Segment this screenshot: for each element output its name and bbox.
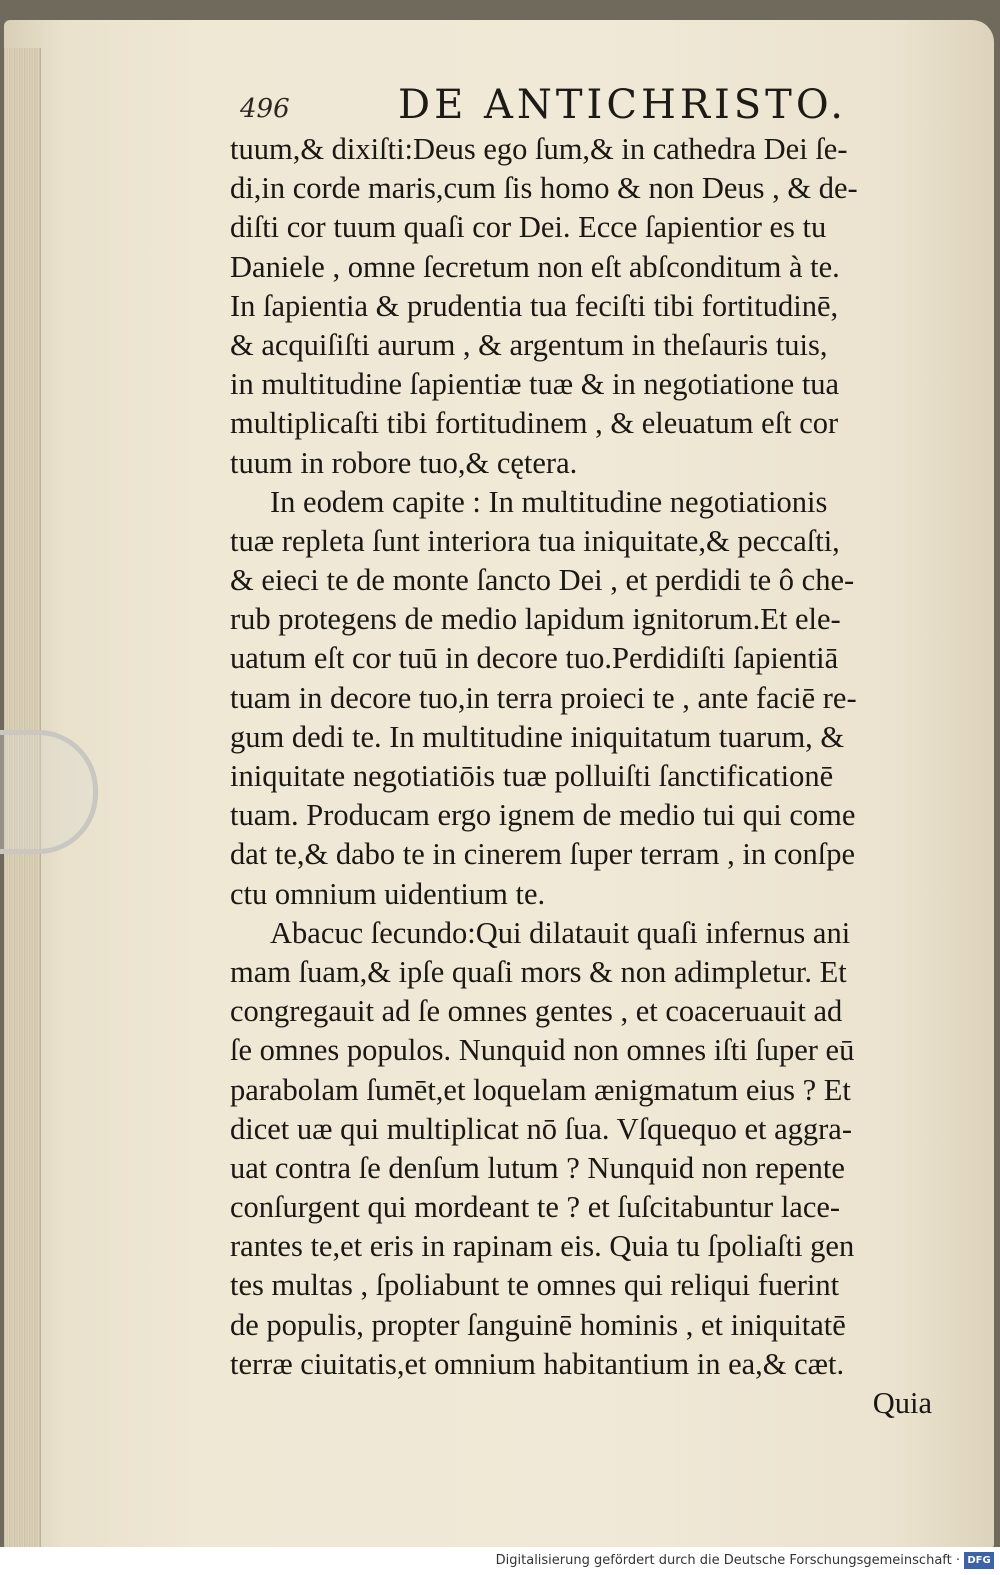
text-line: mam ſuam,& ipſe quaſi mors & non adimpletur. Et [230,954,847,989]
text-line: tuam. Producam ergo ignem de medio tui qui come [230,798,856,833]
text-line: In ſapientia & prudentia tua feciſti tibi fortitudinē, [230,288,839,323]
text-line: ctu omnium uidentium te. [230,876,546,911]
text-line: rantes te,et eris in rapinam eis. Quia tu ſpoliaſti gen [230,1229,855,1264]
text-line: iniquitate negotiatiōis tuæ polluiſti ſanctificationē [230,759,834,793]
text-line: ſe omnes populos. Nunquid non omnes iſti ſuper eū [230,1033,855,1068]
funding-notice: Digitalisierung gefördert durch die Deutsche Forschungsgemeinschaft · [495,1553,960,1568]
text-line: terræ ciuitatis,et omnium habitantium in ea,& cæt. [230,1346,845,1381]
text-line: tes multas , ſpoliabunt te omnes qui reliqui fuerint [230,1268,840,1303]
text-line: de populis, propter ſanguinē hominis , et iniquitatē [230,1307,846,1342]
page-header [228,82,948,132]
text-line: congregauit ad ſe omnes gentes , et coaceruauit ad [230,994,843,1029]
text-line: conſurgent qui mordeant te ? et ſuſcitabuntur lace- [230,1190,841,1225]
text-line: uatum eſt cor tuū in decore tuo.Perdidiſti ſapientiā [230,641,839,676]
text-line: multiplicaſti tibi fortitudinem , & eleuatum eſt cor [230,406,839,441]
text-line: tuæ repleta ſunt interiora tua iniquitate,& peccaſti, [230,523,840,558]
text-line: in multitudine ſapientiæ tuæ & in negotiatione tua [230,367,840,402]
text-line: In eodem capite : In multitudine negotiationis [270,484,828,519]
text-line: rub protegens de medio lapidum ignitorum.Et ele- [230,602,841,637]
running-title: DE ANTICHRISTO. [398,82,848,128]
text-line: tuum,& dixiſti:Deus ego ſum,& in cathedra Dei ſe- [230,132,848,166]
catchword: Quia [872,1386,932,1420]
text-line: uat contra ſe denſum lutum ? Nunquid non repente [230,1150,845,1185]
text-line: Daniele , omne ſecretum non eſt abſconditum à te. [230,249,840,284]
text-line: dicet uæ qui multiplicat nō ſua. Vſquequo et aggra- [230,1111,853,1146]
footer-bar [0,1547,1000,1575]
text-line: di,in corde maris,cum ſis homo & non Deus , & de- [230,171,858,206]
text-line: tuum in robore tuo,& cętera. [230,445,578,480]
text-line: diſti cor tuum quaſi cor Dei. Ecce ſapientior es tu [230,210,827,245]
body-text [230,130,950,1423]
text-line: dat te,& dabo te in cinerem ſuper terram , in conſpe [230,837,856,872]
text-line: parabolam ſumēt,et loquelam ænigmatum eius ? Et [230,1072,851,1107]
text-line: gum dedi te. In multitudine iniquitatum tuarum, & [230,719,845,754]
page-number: 496 [240,94,290,124]
text-line: Abacuc ſecundo:Qui dilatauit quaſi infernus ani [270,915,851,950]
dfg-logo: DFG [964,1552,994,1569]
text-line: & acquiſiſti aurum , & argentum in theſauris tuis, [230,327,828,362]
text-line: tuam in decore tuo,in terra proieci te , ante faciē re- [230,680,857,715]
text-line: & eieci te de monte ſancto Dei , et perdidi te ô che- [230,563,855,598]
